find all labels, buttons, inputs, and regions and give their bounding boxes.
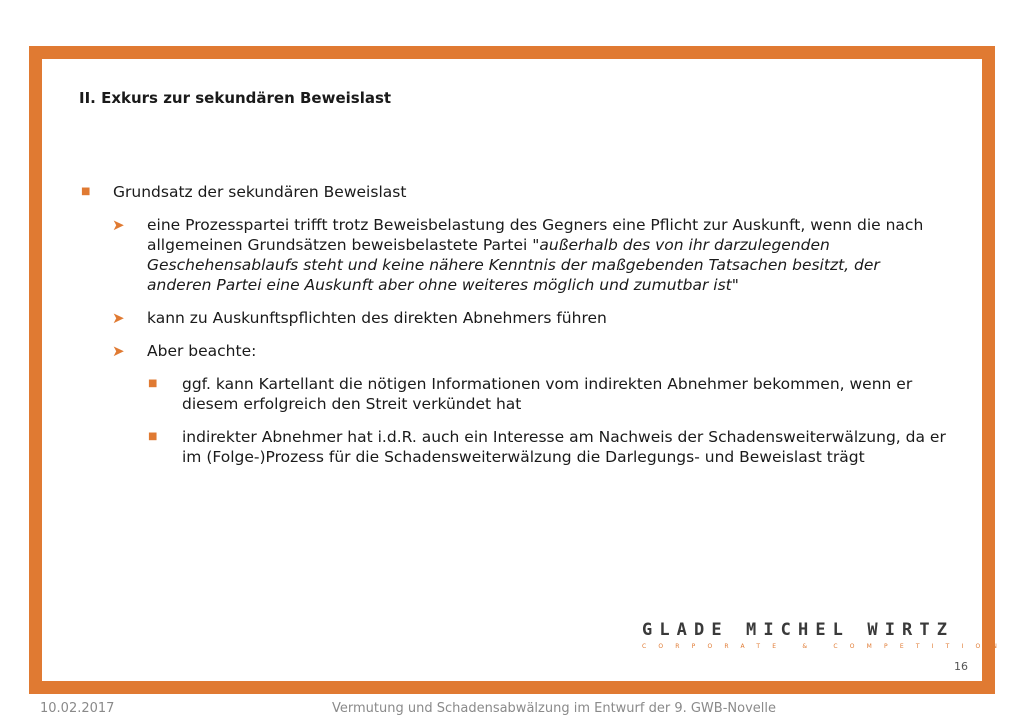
list-item-direct-buyer xyxy=(79,308,949,328)
square-bullet-icon: ■ xyxy=(148,378,158,389)
list-item-text: Grundsatz der sekundären Beweislast xyxy=(113,183,407,201)
sub-item-third-party-notice xyxy=(79,374,949,414)
logo-wordmark: GLADE MICHEL WIRTZ xyxy=(642,620,955,640)
page-number: 16 xyxy=(954,660,968,673)
list-item-principle xyxy=(79,182,949,202)
square-bullet-icon: ■ xyxy=(81,186,91,197)
arrowhead-icon: ➤ xyxy=(112,309,125,327)
sub-item-text: indirekter Abnehmer hat i.d.R. auch ein Interesse am Nachweis der Schadensweiterwälzung, da er im (Folge-)Prozess für die Schadensweiterwälzung die Darlegungs- und Beweislast trägt xyxy=(182,428,946,466)
list-item-note xyxy=(79,341,949,361)
quote-italic-text: außerhalb des von ihr darzulegenden Geschehensablaufs steht und keine nähere Kenntnis der maßgebenden Tatsachen besitzt, der anderen Partei eine Auskunft aber ohne weiteres möglich und zumutbar ist xyxy=(147,236,880,294)
square-bullet-icon: ■ xyxy=(148,431,158,442)
quote-lead-text: eine Prozesspartei trifft trotz Beweisbelastung des Gegners eine Pflicht zur Auskunft, wenn die nach allgemeinen Grundsätzen beweisbelastete Partei " xyxy=(147,216,924,254)
sub-item-text: ggf. kann Kartellant die nötigen Informationen vom indirekten Abnehmer bekommen, wenn er diesem erfolgreich den Streit verkündet hat xyxy=(182,375,913,413)
arrowhead-icon: ➤ xyxy=(112,216,125,234)
slide-content xyxy=(79,182,949,467)
quote-close-text: " xyxy=(731,276,739,294)
company-logo xyxy=(642,620,1010,650)
list-item-text xyxy=(147,215,949,295)
list-item-text: Aber beachte: xyxy=(147,342,257,360)
slide-title: II. Exkurs zur sekundären Beweislast xyxy=(79,89,392,107)
list-item-duty-to-inform xyxy=(79,215,949,295)
logo-tagline: CORPORATE & COMPETITION xyxy=(642,643,1010,650)
list-item-text: kann zu Auskunftspflichten des direkten Abnehmers führen xyxy=(147,309,607,327)
sub-item-indirect-buyer xyxy=(79,427,949,467)
footer-title: Vermutung und Schadensabwälzung im Entwurf der 9. GWB-Novelle xyxy=(332,701,776,716)
arrowhead-icon: ➤ xyxy=(112,342,125,360)
footer-date: 10.02.2017 xyxy=(40,701,115,716)
